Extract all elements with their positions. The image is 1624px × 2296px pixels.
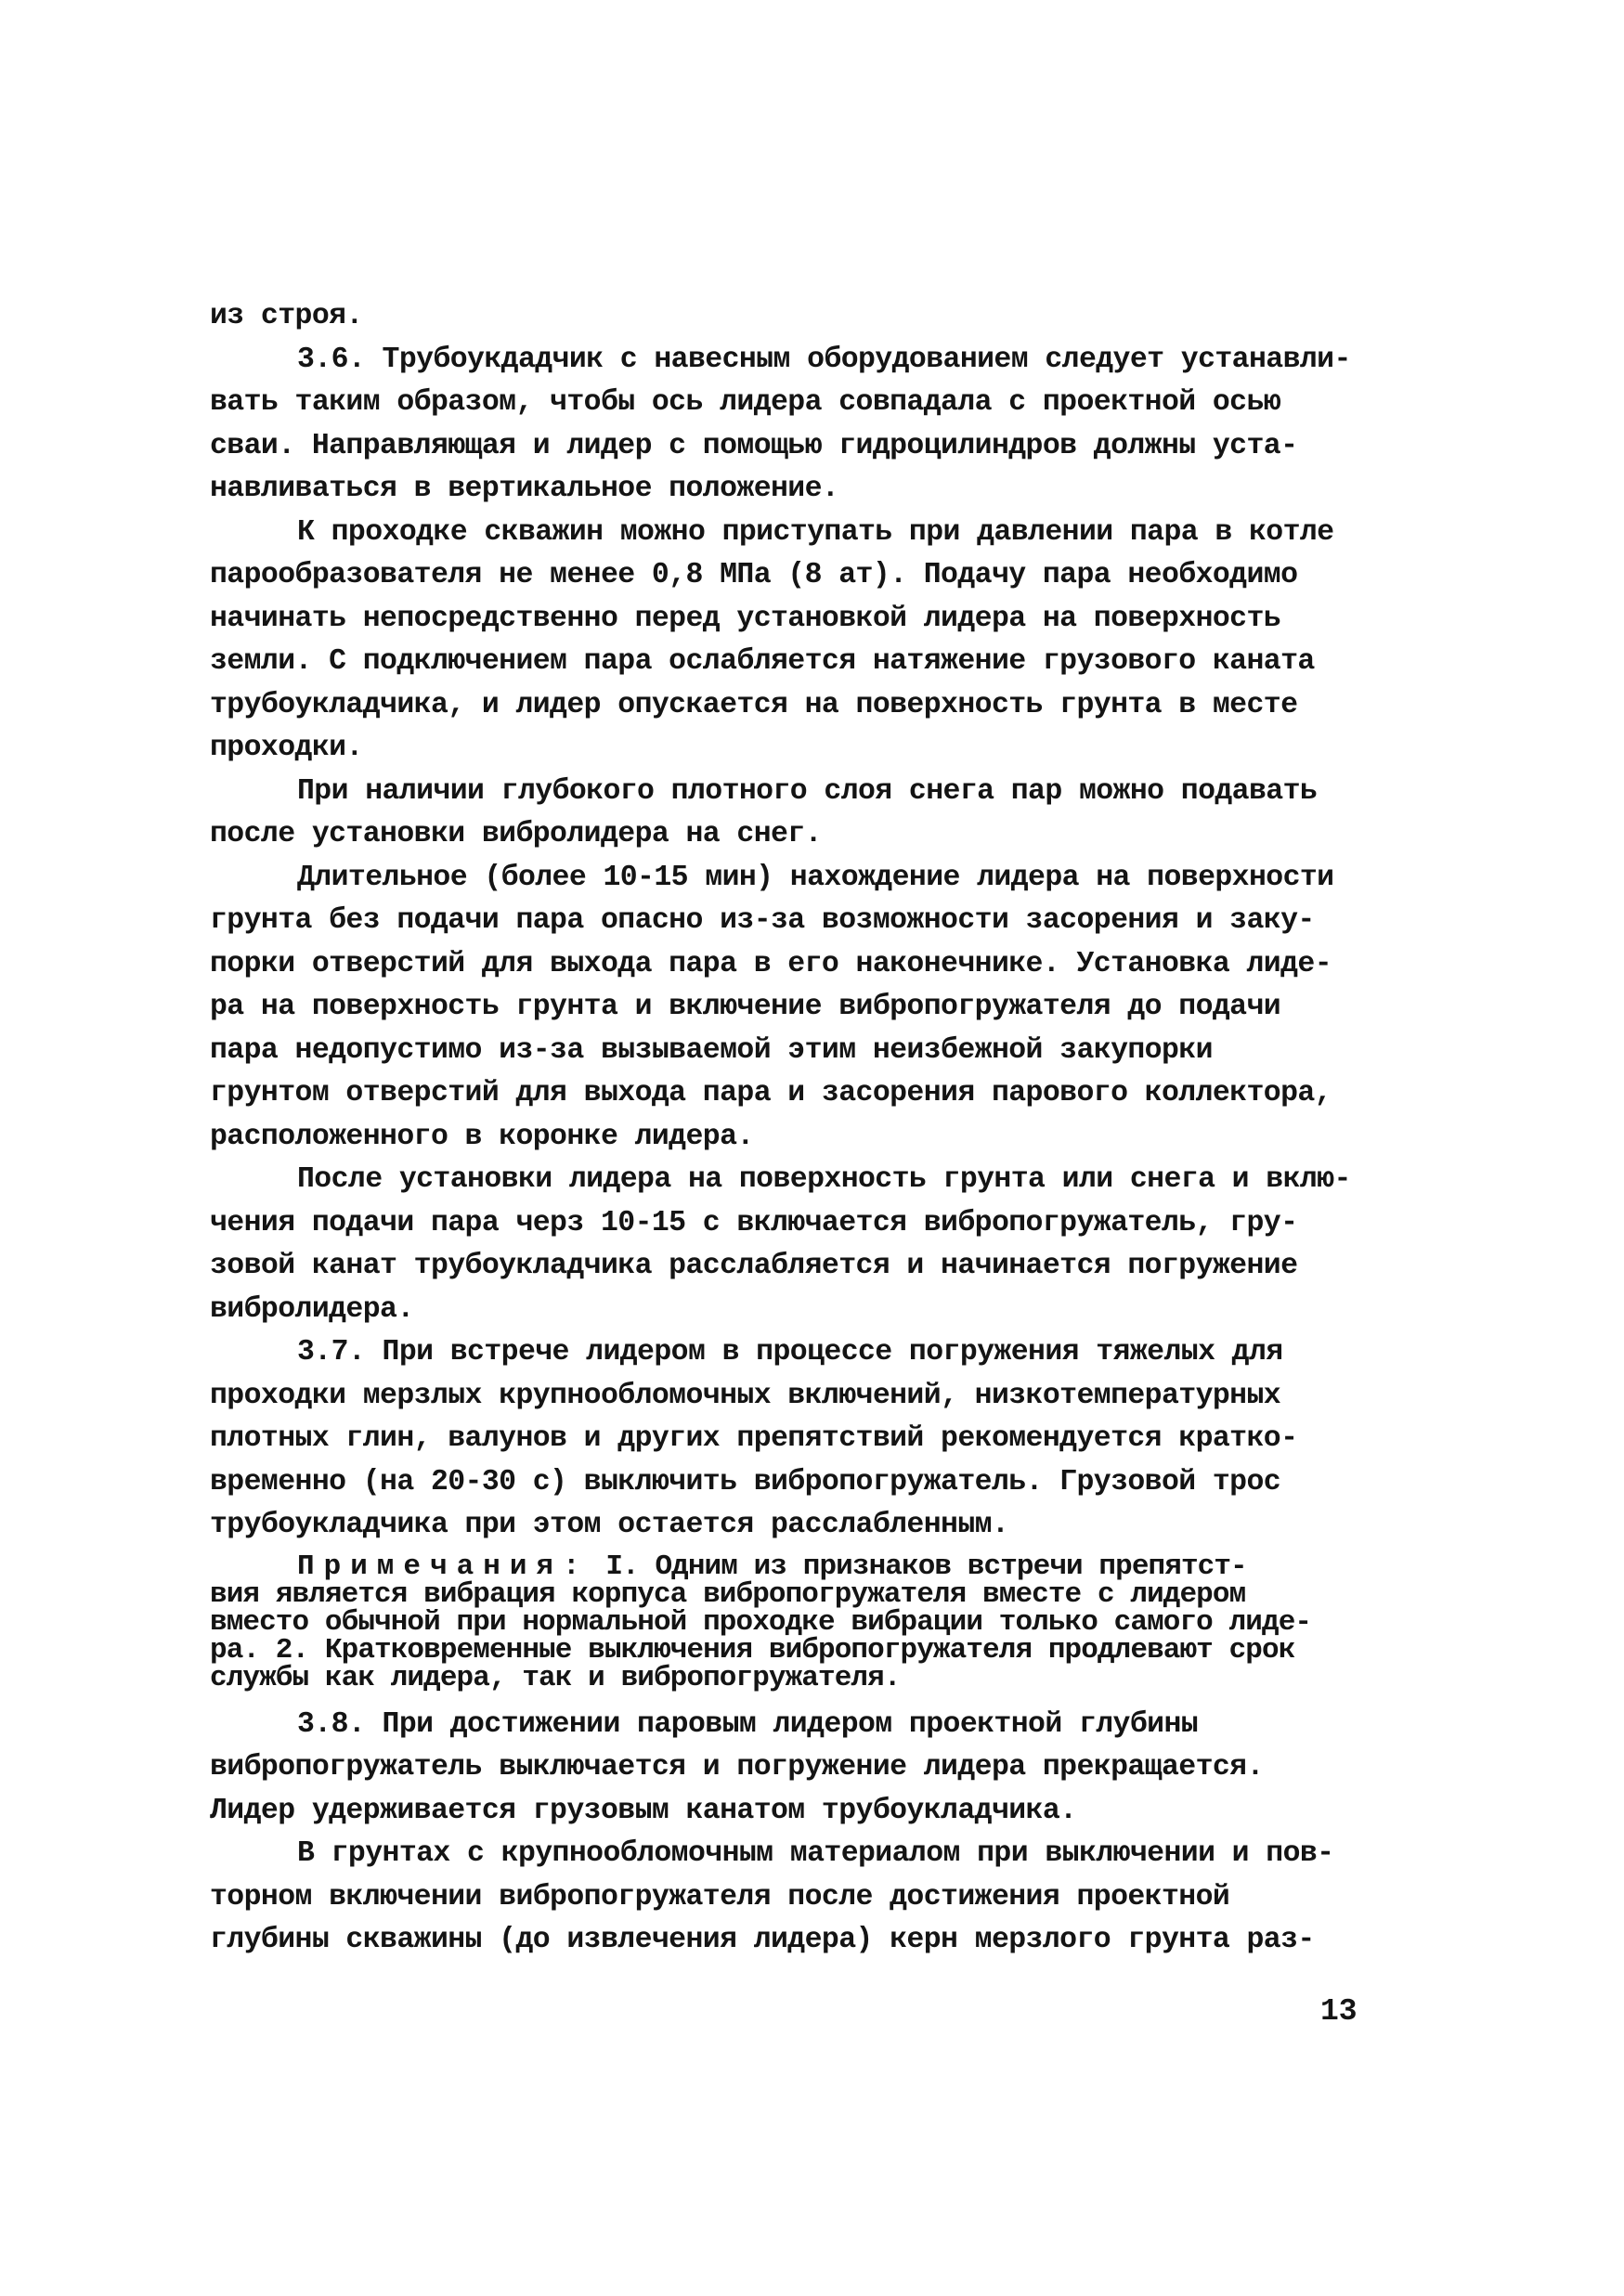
text-line: проходки мерзлых крупнообломочных включений, низкотемпературных	[210, 1379, 1281, 1412]
text-line: временно (на 20-30 с) выключить вибропогружатель. Грузовой трос	[210, 1465, 1281, 1498]
text-line: сваи. Направляющая и лидер с помощью гидроцилиндров должны уста-	[210, 429, 1298, 462]
text-line: Лидер удерживается грузовым канатом трубоукладчика.	[210, 1794, 1077, 1827]
text-line: вать таким образом, чтобы ось лидера совпадала с проектной осью	[210, 386, 1281, 419]
note-line: вия является вибрация корпуса вибропогружателя вместе с лидером	[210, 1577, 1246, 1611]
text-line: Длительное (более 10-15 мин) нахождение лидера на поверхности	[297, 861, 1334, 894]
text-line: грунтом отверстий для выхода пара и засорения парового коллектора,	[210, 1077, 1332, 1109]
text-line: вибропогружатель выключается и погружение лидера прекращается.	[210, 1751, 1264, 1784]
text-line: К проходке скважин можно приступать при давлении пара в котле	[297, 515, 1334, 549]
text-line: земли. С подключением пара ослабляется натяжение грузового каната	[210, 645, 1315, 678]
text-line: плотных глин, валунов и других препятствий рекомендуется кратко-	[210, 1422, 1298, 1455]
text-line: начинать непосредственно перед установкой лидера на поверхность	[210, 602, 1281, 635]
text-line: парообразователя не менее 0,8 МПа (8 ат). Подачу пара необходимо	[210, 559, 1298, 591]
text-line: трубоукладчика, и лидер опускается на поверхность грунта в месте	[210, 688, 1298, 721]
text-line: В грунтах с крупнообломочным материалом при выключении и пов-	[297, 1837, 1334, 1870]
text-line: 3.7. При встрече лидером в процессе погружения тяжелых для	[297, 1336, 1283, 1369]
text-line: После установки лидера на поверхность грунта или снега и вклю-	[297, 1163, 1351, 1196]
text-line: вибролидера.	[210, 1292, 414, 1326]
tail-text	[210, 1704, 1417, 1963]
text-line: проходки.	[210, 732, 363, 764]
note-line: вместо обычной при нормальной проходке вибрации только самого лиде-	[210, 1605, 1312, 1639]
text-line: навливаться в вертикальное положение.	[210, 473, 839, 505]
note-first-line-text: I. Одним из признаков встречи препятст-	[589, 1550, 1247, 1583]
text-line: пара недопустимо из-за вызываемой этим неизбежной закупорки	[210, 1033, 1213, 1067]
text-line: трубоукладчика при этом остается расслабленным.	[210, 1509, 1009, 1541]
document-page	[210, 295, 1417, 1963]
note-label: Примечания:	[297, 1550, 590, 1583]
note-first-line	[210, 1550, 1417, 1583]
note-block	[210, 1550, 1417, 1694]
text-line: порки отверстий для выхода пара в его наконечнике. Установка лиде-	[210, 947, 1332, 980]
text-line: торном включении вибропогружателя после достижения проектной	[210, 1880, 1230, 1913]
text-line: ра на поверхность грунта и включение вибропогружателя до подачи	[210, 991, 1281, 1023]
text-line: зовой канат трубоукладчика расслабляется и начинается погружение	[210, 1250, 1298, 1282]
text-line: после установки вибролидера на снег.	[210, 818, 822, 850]
text-line: глубины скважины (до извлечения лидера) керн мерзлого грунта раз-	[210, 1924, 1315, 1956]
text-line: 3.6. Трубоукдадчик с навесным оборудованием следует устанавли-	[297, 343, 1351, 376]
page-number: 13	[1320, 1994, 1358, 2029]
text-line: чения подачи пара черз 10-15 с включается вибропогружатель, гру-	[210, 1206, 1298, 1239]
text-line: 3.8. При достижении паровым лидером проектной глубины	[297, 1707, 1199, 1741]
note-line: ра. 2. Кратковременные выключения вибропогружателя продлевают срок	[210, 1633, 1295, 1667]
text-line: из строя.	[210, 300, 363, 332]
body-text	[210, 295, 1417, 1548]
note-line: службы как лидера, так и вибропогружателя.	[210, 1661, 901, 1694]
text-line: При наличии глубокого плотного слоя снега пар можно подавать	[297, 774, 1318, 808]
text-line: расположенного в коронке лидера.	[210, 1120, 754, 1153]
text-line: грунта без подачи пара опасно из-за возможности засорения и заку-	[210, 904, 1315, 937]
